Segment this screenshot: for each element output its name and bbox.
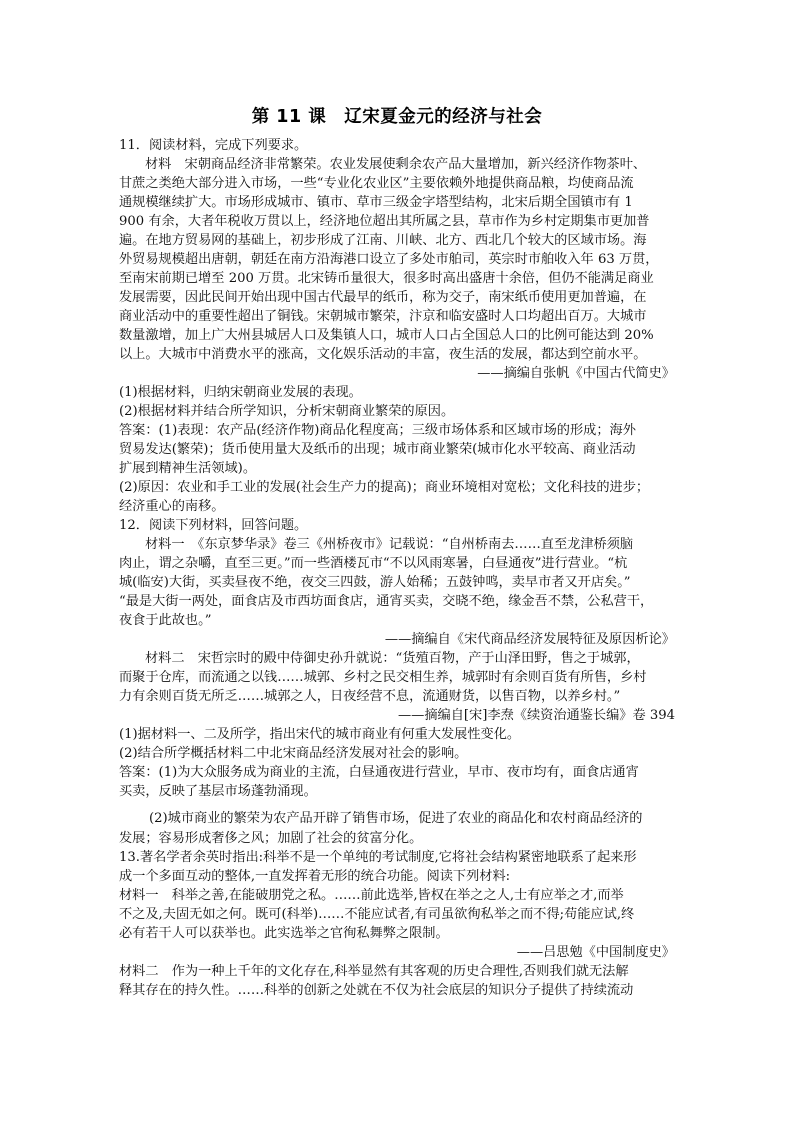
q12-answer-line: (2)城市商业的繁荣为农产品开辟了销售市场，促进了农业的商品化和农村商品经济的 [149, 811, 643, 826]
q12-prompt: 12．阅读下列材料，回答问题。 [119, 518, 308, 533]
q13-material-line: 必有若干人可以获举也。此实选举之官徇私舞弊之限制。 [119, 926, 449, 941]
q12-material-line: 材料二 宋哲宗时的殿中侍御史孙升就说：“货殖百物，产于山泽田野，售之于城郭， [145, 651, 640, 666]
q12-answer-line: 答案：(1)为大众服务成为商业的主流，白昼通夜进行营业，早市、夜市均有，面食店通宵 [119, 765, 639, 780]
q11-answer-line: 答案：(1)表现：农产品(经济作物)商品化程度高；三级市场体系和区域市场的形成；海外 [119, 423, 636, 438]
q11-source: ——摘编自张帆《中国古代简史》 [477, 366, 675, 381]
lesson-title: 第 11 课 辽宋夏金元的经济与社会 [251, 107, 543, 127]
q11-answer-line: 经济重心的南移。 [119, 499, 225, 514]
q11-material-line: 甘蔗之类绝大部分进入市场，一些“专业化农业区”主要依赖外地提供商品粮，均使商品流 [119, 176, 634, 191]
q11-material-line: 材料 宋朝商品经济非常繁荣。农业发展使剩余农产品大量增加，新兴经济作物茶叶、 [145, 157, 647, 172]
q12-material-line: “最是大街一两处，面食店及市西坊面食店，通宵买卖，交晓不绝，缘金吾不禁，公私营干， [119, 594, 654, 609]
q13-prompt: 13.著名学者余英时指出:科举不是一个单纯的考试制度,它将社会结构紧密地联系了起来形 [119, 850, 637, 865]
q11-question-2: (2)根据材料并结合所学知识，分析宋朝商业繁荣的原因。 [119, 404, 455, 419]
q12-source-1: ——摘编自《宋代商品经济发展特征及原因析论》 [384, 632, 675, 647]
q11-answer-line: 贸易发达(繁荣)；货币使用量大及纸币的出现；城市商业繁荣(城市化水平较高、商业活动 [119, 442, 636, 457]
q11-question-1: (1)根据材料，归纳宋朝商业发展的表现。 [119, 385, 362, 400]
q12-material-line: 肉止，谓之杂嚼，直至三更。”而一些酒楼瓦市“不以风雨寒暑，白昼通夜”进行营业。“杭 [119, 556, 628, 571]
q11-material-line: 发展需要，因此民间开始出现中国古代最早的纸币，称为交子，南宋纸币使用更加普遍，在 [119, 290, 647, 305]
q11-material-line: 商业活动中的重要性超出了铜钱。宋朝城市繁荣，汴京和临安盛时人口均超出百万。大城市 [119, 309, 647, 324]
q12-material-line: 力有余则百货无所乏……城郭之人，日夜经营不息，流通财货，以售百物，以养乡村。” [119, 689, 621, 704]
q11-material-line: 通规模继续扩大。市场形成城市、镇市、草市三级金字塔型结构，北宋后期全国镇市有 1 [119, 195, 633, 210]
q12-material-line: 城(临安)大街，买卖昼夜不绝，夜交三四鼓，游人始稀；五鼓钟鸣，卖早市者又开店矣。” [119, 575, 631, 590]
q12-material-line: 材料一 《东京梦华录》卷三《州桥夜市》记载说：“自州桥南去……直至龙津桥须脑 [145, 537, 634, 552]
q11-answer-line: 扩展到精神生活领域)。 [119, 461, 257, 476]
q11-prompt: 11．阅读材料，完成下列要求。 [119, 138, 308, 153]
q13-material-line: 释其存在的持久性。……科举的创新之处就在不仅为社会底层的知识分子提供了持续流动 [119, 983, 634, 998]
q11-material-line: 遍。在地方贸易网的基础上，初步形成了江南、川峡、北方、西北几个较大的区域市场。海 [119, 233, 647, 248]
q11-material-line: 至南宋前期已增至 200 万贯。北宋铸币量很大，很多时高出盛唐十余倍，但仍不能满足商业 [119, 271, 654, 286]
q12-source-2: ——摘编自[宋]李焘《续资治通鉴长编》卷 394 [397, 708, 675, 723]
q11-material-line: 900 有余，大者年税收万贯以上，经济地位超出其所属之县，草市作为乡村定期集市更加普 [119, 214, 650, 229]
q13-material-line: 不之及,夫固无如之何。既可(科举)……不能应试者,有司虽欲徇私举之而不得;苟能应试,终 [119, 907, 635, 922]
q12-answer-line: 买卖，反映了基层市场蓬勃涌现。 [119, 784, 317, 799]
q12-answer-line: 发展；容易形成奢侈之风；加剧了社会的贫富分化。 [119, 831, 423, 846]
q13-prompt: 成一个多面互动的整体,一直发挥着无形的统合功能。阅读下列材料: [119, 869, 511, 884]
q11-material-line: 数量激增，加上广大州县城居人口及集镇人口，城市人口占全国总人口的比例可能达到 20% [119, 328, 654, 343]
q13-source-1: ——吕思勉《中国制度史》 [516, 945, 675, 960]
q11-answer-line: (2)原因：农业和手工业的发展(社会生产力的提高)；商业环境相对宽松；文化科技的进步； [119, 480, 650, 495]
q12-question-1: (1)据材料一、二及所学，指出宋代的城市商业有何重大发展性变化。 [119, 727, 521, 742]
q11-material-line: 以上。大城市中消费水平的涨高，文化娱乐活动的丰富，夜生活的发展，都达到空前水平。 [119, 347, 647, 362]
q13-material-line: 材料一 科举之善,在能破朋党之私。……前此选举,皆权在举之之人,士有应举之才,而举 [119, 888, 624, 903]
q12-material-line: 夜食于此故也。” [119, 613, 212, 628]
q12-material-line: 而聚于仓库，而流通之以钱……城郭、乡村之民交相生养，城郭时有余则百货有所售，乡村 [119, 670, 647, 685]
q12-question-2: (2)结合所学概括材料二中北宋商品经济发展对社会的影响。 [119, 746, 468, 761]
q13-material-line: 材料二 作为一种上千年的文化存在,科举显然有其客观的历史合理性,否则我们就无法解 [119, 964, 629, 979]
q11-material-line: 外贸易规模超出唐朝，朝廷在南方沿海港口设立了多处市舶司，英宗时市舶收入年 63 万贯， [119, 252, 659, 267]
